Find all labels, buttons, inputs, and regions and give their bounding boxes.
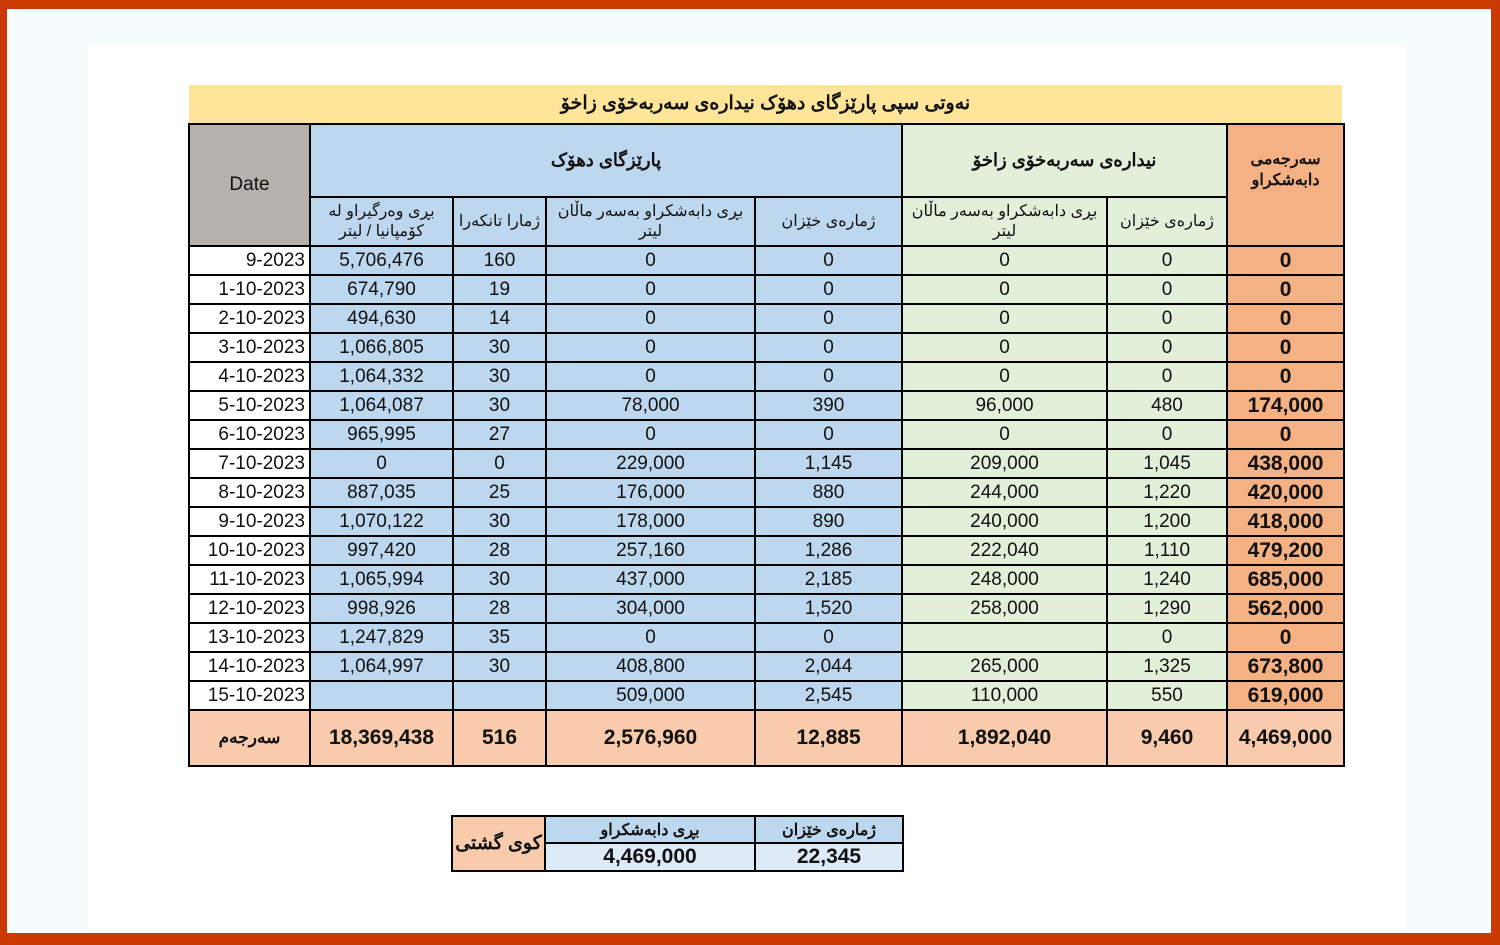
table-row bbox=[189, 275, 1344, 304]
cell-duhok-liters: 229,000 bbox=[546, 449, 755, 478]
totals-label: سەرجەم bbox=[189, 710, 310, 766]
header-duhok-families: ژمارەی خێزان bbox=[755, 197, 902, 246]
cell-total: 562,000 bbox=[1227, 594, 1344, 623]
table-row bbox=[189, 362, 1344, 391]
cell-total: 685,000 bbox=[1227, 565, 1344, 594]
cell-received: 0 bbox=[310, 449, 453, 478]
cell-tankers: 27 bbox=[453, 420, 546, 449]
header-total-distributed: سەرجەمی دابەشكراو bbox=[1227, 124, 1344, 246]
table-row bbox=[189, 594, 1344, 623]
cell-total: 420,000 bbox=[1227, 478, 1344, 507]
cell-zakho-liters: 248,000 bbox=[902, 565, 1107, 594]
table-row bbox=[189, 246, 1344, 275]
cell-total: 0 bbox=[1227, 420, 1344, 449]
cell-zakho-families: 1,240 bbox=[1107, 565, 1227, 594]
cell-zakho-families: 550 bbox=[1107, 681, 1227, 710]
summary-label: كوی گشتی bbox=[452, 816, 545, 871]
cell-tankers: 35 bbox=[453, 623, 546, 652]
cell-duhok-families: 1,145 bbox=[755, 449, 902, 478]
cell-total: 0 bbox=[1227, 246, 1344, 275]
cell-tankers bbox=[453, 681, 546, 710]
totals-grand-total: 4,469,000 bbox=[1227, 710, 1344, 766]
summary-distributed-header: بڕی دابەشكراو bbox=[545, 816, 755, 843]
cell-date: 15-10-2023 bbox=[189, 681, 310, 710]
cell-duhok-liters: 509,000 bbox=[546, 681, 755, 710]
cell-total: 0 bbox=[1227, 362, 1344, 391]
cell-duhok-liters: 0 bbox=[546, 275, 755, 304]
cell-zakho-families: 0 bbox=[1107, 275, 1227, 304]
cell-duhok-liters: 178,000 bbox=[546, 507, 755, 536]
cell-duhok-families: 390 bbox=[755, 391, 902, 420]
cell-total: 0 bbox=[1227, 623, 1344, 652]
table-row bbox=[189, 391, 1344, 420]
totals-zakho-liters: 1,892,040 bbox=[902, 710, 1107, 766]
cell-duhok-liters: 257,160 bbox=[546, 536, 755, 565]
cell-duhok-families: 2,044 bbox=[755, 652, 902, 681]
header-row-groups bbox=[189, 124, 1344, 197]
cell-duhok-liters: 0 bbox=[546, 333, 755, 362]
cell-duhok-liters: 0 bbox=[546, 362, 755, 391]
cell-tankers: 0 bbox=[453, 449, 546, 478]
cell-date: 3-10-2023 bbox=[189, 333, 310, 362]
cell-tankers: 28 bbox=[453, 536, 546, 565]
cell-date: 8-10-2023 bbox=[189, 478, 310, 507]
cell-zakho-families: 1,290 bbox=[1107, 594, 1227, 623]
cell-total: 0 bbox=[1227, 275, 1344, 304]
cell-date: 9-2023 bbox=[189, 246, 310, 275]
header-zakho-families: ژمارەی خێزان bbox=[1107, 197, 1227, 246]
table-row bbox=[189, 507, 1344, 536]
cell-received: 998,926 bbox=[310, 594, 453, 623]
cell-duhok-families: 880 bbox=[755, 478, 902, 507]
cell-zakho-liters: 0 bbox=[902, 304, 1107, 333]
cell-duhok-liters: 78,000 bbox=[546, 391, 755, 420]
table-row bbox=[189, 420, 1344, 449]
cell-zakho-liters: 0 bbox=[902, 362, 1107, 391]
cell-duhok-families: 0 bbox=[755, 362, 902, 391]
cell-total: 438,000 bbox=[1227, 449, 1344, 478]
cell-received: 1,064,997 bbox=[310, 652, 453, 681]
cell-zakho-families: 480 bbox=[1107, 391, 1227, 420]
cell-received: 1,064,332 bbox=[310, 362, 453, 391]
cell-tankers: 19 bbox=[453, 275, 546, 304]
cell-received: 1,247,829 bbox=[310, 623, 453, 652]
cell-received: 494,630 bbox=[310, 304, 453, 333]
cell-tankers: 160 bbox=[453, 246, 546, 275]
table-row bbox=[189, 652, 1344, 681]
header-date: Date bbox=[189, 124, 310, 246]
header-row-columns bbox=[189, 197, 1344, 246]
table-row bbox=[189, 449, 1344, 478]
cell-date: 1-10-2023 bbox=[189, 275, 310, 304]
totals-row bbox=[189, 710, 1344, 766]
cell-zakho-families: 0 bbox=[1107, 333, 1227, 362]
table-row bbox=[189, 304, 1344, 333]
cell-duhok-families: 890 bbox=[755, 507, 902, 536]
cell-duhok-liters: 304,000 bbox=[546, 594, 755, 623]
summary-distributed-value: 4,469,000 bbox=[545, 843, 755, 871]
cell-date: 11-10-2023 bbox=[189, 565, 310, 594]
cell-zakho-liters: 240,000 bbox=[902, 507, 1107, 536]
cell-tankers: 30 bbox=[453, 333, 546, 362]
cell-tankers: 25 bbox=[453, 478, 546, 507]
cell-date: 2-10-2023 bbox=[189, 304, 310, 333]
cell-duhok-families: 0 bbox=[755, 333, 902, 362]
cell-duhok-liters: 408,800 bbox=[546, 652, 755, 681]
cell-duhok-families: 0 bbox=[755, 420, 902, 449]
cell-duhok-liters: 0 bbox=[546, 246, 755, 275]
cell-zakho-families: 0 bbox=[1107, 362, 1227, 391]
table-row bbox=[189, 478, 1344, 507]
header-group-zakho: نیدارەی سەربەخۆی زاخۆ bbox=[902, 124, 1227, 197]
cell-date: 5-10-2023 bbox=[189, 391, 310, 420]
cell-received: 887,035 bbox=[310, 478, 453, 507]
totals-duhok-liters: 2,576,960 bbox=[546, 710, 755, 766]
cell-zakho-liters: 209,000 bbox=[902, 449, 1107, 478]
cell-duhok-families: 1,520 bbox=[755, 594, 902, 623]
cell-zakho-families: 1,200 bbox=[1107, 507, 1227, 536]
cell-duhok-liters: 0 bbox=[546, 623, 755, 652]
table-row bbox=[189, 536, 1344, 565]
cell-received: 1,065,994 bbox=[310, 565, 453, 594]
cell-total: 174,000 bbox=[1227, 391, 1344, 420]
cell-zakho-families: 1,045 bbox=[1107, 449, 1227, 478]
header-zakho-distributed-liters: بڕی دابەشكراو بەسەر ماڵان لیتر bbox=[902, 197, 1107, 246]
cell-zakho-families: 1,220 bbox=[1107, 478, 1227, 507]
totals-zakho-families: 9,460 bbox=[1107, 710, 1227, 766]
cell-duhok-families: 0 bbox=[755, 246, 902, 275]
cell-total: 418,000 bbox=[1227, 507, 1344, 536]
cell-zakho-liters bbox=[902, 623, 1107, 652]
cell-duhok-liters: 437,000 bbox=[546, 565, 755, 594]
summary-families-header: ژمارەی خێزان bbox=[755, 816, 903, 843]
cell-duhok-liters: 176,000 bbox=[546, 478, 755, 507]
cell-zakho-families: 1,110 bbox=[1107, 536, 1227, 565]
cell-received: 997,420 bbox=[310, 536, 453, 565]
cell-date: 12-10-2023 bbox=[189, 594, 310, 623]
cell-tankers: 28 bbox=[453, 594, 546, 623]
cell-zakho-families: 0 bbox=[1107, 623, 1227, 652]
cell-duhok-families: 0 bbox=[755, 304, 902, 333]
cell-zakho-liters: 0 bbox=[902, 275, 1107, 304]
cell-tankers: 30 bbox=[453, 391, 546, 420]
cell-duhok-families: 1,286 bbox=[755, 536, 902, 565]
cell-date: 6-10-2023 bbox=[189, 420, 310, 449]
cell-zakho-liters: 222,040 bbox=[902, 536, 1107, 565]
cell-date: 7-10-2023 bbox=[189, 449, 310, 478]
cell-received: 674,790 bbox=[310, 275, 453, 304]
cell-zakho-families: 0 bbox=[1107, 420, 1227, 449]
cell-duhok-families: 0 bbox=[755, 275, 902, 304]
header-group-duhok: پارێزگای دهۆک bbox=[310, 124, 902, 197]
cell-zakho-liters: 0 bbox=[902, 420, 1107, 449]
table-row bbox=[189, 565, 1344, 594]
cell-duhok-families: 0 bbox=[755, 623, 902, 652]
cell-date: 9-10-2023 bbox=[189, 507, 310, 536]
cell-duhok-families: 2,545 bbox=[755, 681, 902, 710]
cell-total: 673,800 bbox=[1227, 652, 1344, 681]
cell-zakho-families: 0 bbox=[1107, 246, 1227, 275]
cell-received: 1,066,805 bbox=[310, 333, 453, 362]
cell-zakho-liters: 244,000 bbox=[902, 478, 1107, 507]
table-row bbox=[189, 333, 1344, 362]
cell-zakho-families: 0 bbox=[1107, 304, 1227, 333]
cell-duhok-liters: 0 bbox=[546, 304, 755, 333]
cell-received: 965,995 bbox=[310, 420, 453, 449]
cell-duhok-families: 2,185 bbox=[755, 565, 902, 594]
header-received-liters: بڕی وەرگیراو لە كۆمپانیا / لیتر bbox=[310, 197, 453, 246]
header-duhok-distributed-liters: بڕی دابەشكراو بەسەر ماڵان لیتر bbox=[546, 197, 755, 246]
totals-duhok-families: 12,885 bbox=[755, 710, 902, 766]
cell-tankers: 14 bbox=[453, 304, 546, 333]
cell-zakho-liters: 265,000 bbox=[902, 652, 1107, 681]
cell-zakho-liters: 258,000 bbox=[902, 594, 1107, 623]
cell-zakho-families: 1,325 bbox=[1107, 652, 1227, 681]
cell-date: 10-10-2023 bbox=[189, 536, 310, 565]
cell-zakho-liters: 96,000 bbox=[902, 391, 1107, 420]
totals-tankers: 516 bbox=[453, 710, 546, 766]
cell-zakho-liters: 0 bbox=[902, 246, 1107, 275]
cell-total: 0 bbox=[1227, 304, 1344, 333]
table-row bbox=[189, 681, 1344, 710]
cell-tankers: 30 bbox=[453, 652, 546, 681]
cell-duhok-liters: 0 bbox=[546, 420, 755, 449]
table-row bbox=[189, 623, 1344, 652]
cell-received bbox=[310, 681, 453, 710]
summary-table bbox=[451, 815, 904, 872]
cell-tankers: 30 bbox=[453, 507, 546, 536]
cell-total: 619,000 bbox=[1227, 681, 1344, 710]
cell-tankers: 30 bbox=[453, 362, 546, 391]
cell-received: 1,064,087 bbox=[310, 391, 453, 420]
cell-total: 0 bbox=[1227, 333, 1344, 362]
distribution-table bbox=[188, 123, 1345, 767]
cell-date: 13-10-2023 bbox=[189, 623, 310, 652]
cell-date: 4-10-2023 bbox=[189, 362, 310, 391]
cell-date: 14-10-2023 bbox=[189, 652, 310, 681]
cell-tankers: 30 bbox=[453, 565, 546, 594]
cell-received: 1,070,122 bbox=[310, 507, 453, 536]
cell-zakho-liters: 110,000 bbox=[902, 681, 1107, 710]
cell-total: 479,200 bbox=[1227, 536, 1344, 565]
cell-zakho-liters: 0 bbox=[902, 333, 1107, 362]
header-tankers-count: ژمارا تانكەرا bbox=[453, 197, 546, 246]
cell-received: 5,706,476 bbox=[310, 246, 453, 275]
summary-families-value: 22,345 bbox=[755, 843, 903, 871]
totals-received: 18,369,438 bbox=[310, 710, 453, 766]
report-title: نەوتی سپی پارێزگای دهۆک نیدارەی سەربەخۆی زاخۆ bbox=[189, 85, 1342, 123]
